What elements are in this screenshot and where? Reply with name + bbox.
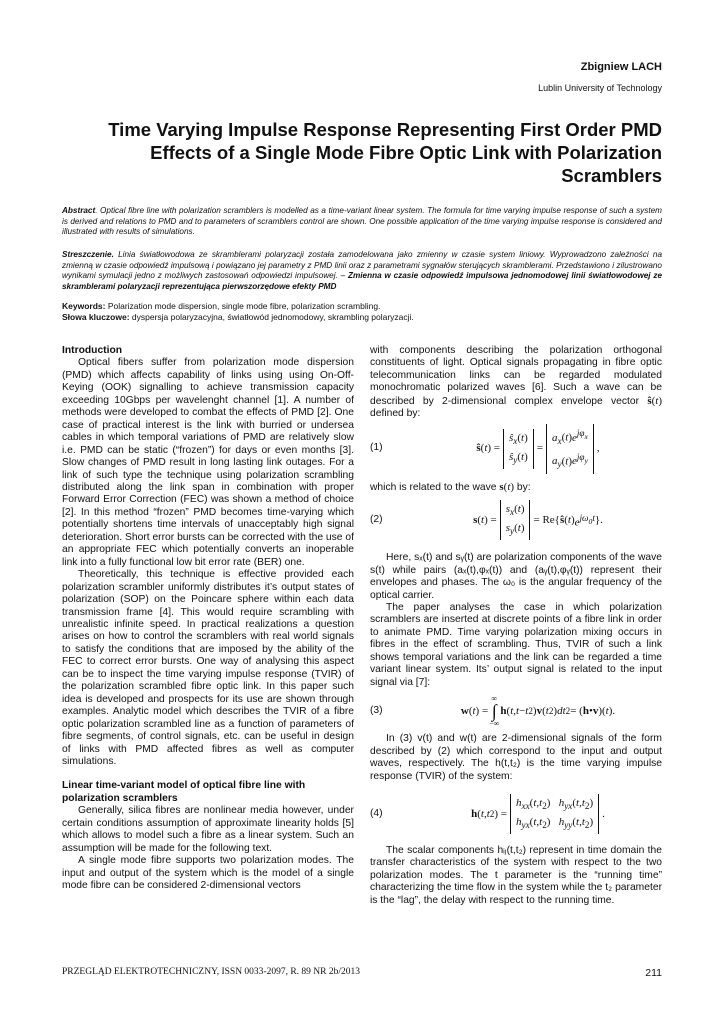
right-paragraph-here: Here, sₓ(t) and sᵧ(t) are polarization components of the wave s(t) while pairs (aₓ(t),φₓ(t)) and (aᵧ(t),φᵧ(t)) represent their envelopes and phases. The ω₀ is the angular frequency of the optical carrier.	[370, 552, 662, 601]
keywords-text: Polarization mode dispersion, single mode fibre, polarization scrambling.	[105, 301, 381, 311]
equation-2: (2) s ( t ) = $s_x(t)$ $s_y(t)$ = Re{ ŝ ( t ) $e^{j\omega_0t}$ }.	[370, 494, 662, 546]
page-footer	[62, 967, 662, 979]
slowa-kluczowe-text: dyspersja polaryzacyjna, światłowód jednomodowy, skrambling polaryzacji.	[129, 312, 414, 322]
right-column	[370, 345, 662, 907]
equation-3-number: (3)	[370, 704, 383, 716]
abstract	[62, 206, 662, 238]
equation-1: (1) ŝ ( t ) = $ŝ_x(t)$ $ŝ_y(t)$ = $a_x(t)e^{j\varphi_x}$ $a_y(t)e^{j\varphi_y}$ ,	[370, 421, 662, 477]
left-column	[62, 345, 354, 892]
streszczenie-text: Linia światłowodowa ze skramblerami polaryzacji została zamodelowana jako zmienny w czasie system liniowy. Wyprowadzono zależności na zmienną w czasie odpowiedź impulsową i powiązano jej parametry z PMD linii oraz z parametrami sygnałów sterujących skramblerami. Przedstawiono i zilustrowano wynikami symulacji jedno z możliwych zastosowań odpowiedzi impulsowej. –	[62, 250, 662, 280]
equation-1-number: (1)	[370, 442, 383, 454]
page-number: 211	[645, 967, 662, 979]
streszczenie-title-pl: Zmienna w czasie odpowiedź impulsowa jednomodowej linii światłowodowej ze skramblerami polaryzacji reprezentująca pierwszorzędowe efekty PMD	[62, 271, 662, 291]
equation-4-number: (4)	[370, 807, 383, 819]
paper-title: Time Varying Impulse Response Representing First Order PMD Effects of a Single Mode Fibre Optic Link with Polarization Scramblers	[108, 119, 662, 186]
equation-2-number: (2)	[370, 513, 383, 525]
abstract-label: Abstract	[62, 206, 96, 215]
author-affiliation: Lublin University of Technology	[538, 83, 662, 93]
section2-paragraph-2: A single mode fibre supports two polarization modes. The input and output of the system which is the model of a single mode fibre can be considered 2-dimensional vectors	[62, 855, 354, 892]
streszczenie	[62, 250, 662, 292]
intro-paragraph-1: Optical fibers suffer from polarization mode dispersion (PMD) which affects capability of links using using On-Off-Keying (OOK) signalling to achieve transmission capacity exceeding 10Gbps per wavelenght channel [1]. A number of methods were developed to combat the effects of PMD [2]. One case of practical interest is the link with burried or undersea cables in which temporal variations of PMD are relatively slow i.e. PMD can be static (“frozen”) for days or even months [3]. Slow changes of PMD result in long lasting link outages. For a link of such type the technique using polarization scrambling distributed along the link span in combination with proper Forward Error Correction (FEC) was shown a method of choice [2]. In this method “frozen” PMD becomes time-varying which potentially shortens time intervals of unacceptably high signal deterioration. Short error bursts can be corrected with the use of an appropriate FEC which potentially converts an inoperable link into a fully functional low bit error rate (BER) one.	[62, 357, 354, 568]
streszczenie-label: Streszczenie.	[62, 250, 114, 259]
abstract-text: . Optical fibre line with polarization scramblers is modelled as a time-variant linear system. The formula for time varying impulse response of such a system is derived and relations to PMD and to parameters of scramblers control are shown. One possible application of the time varying impulse response is considered and illustrated with results of simulations.	[62, 206, 662, 236]
section2-paragraph-1: Generally, silica fibres are nonlinear media however, under certain conditions assumption of approximate linearity holds [5] which allows to model such a fibre as a linear system. Such an assumption will be made for the following text.	[62, 805, 354, 854]
right-paragraph-intro: with components describing the polarization orthogonal constituents of light. Optical signals propagating in fibre optic telecommunication links can be regarded modulated monochromatic polarized waves [6]. Such a wave can be described by 2-dimensional complex envelope vector ŝ(t) defined by:	[370, 345, 662, 420]
slowa-kluczowe-label: Słowa kluczowe:	[62, 312, 130, 322]
right-paragraph-paper: The paper analyses the case in which polarization scramblers are inserted at discrete points of a fibre link in order to animate PMD. Time varying polarization mixing occurs in fibres in the effect of scrambling. Thus, TVIR of such a link shows temporal variations and the link can be regarded a time variant linear system. Its’ output signal is related to the input signal via [7]:	[370, 601, 662, 688]
right-paragraph-in3: In (3) v(t) and w(t) are 2-dimensional signals of the form described by (2) which correspond to the input and output waves, respectively. The h(t,t₂) is the time varying impulse response (TVIR) of the system:	[370, 733, 662, 782]
equation-4: (4) h ( t , t 2 ) = $h_{xx}(t,t_2)$ $h_{yx}(t,t_2)$ $h_{yx}(t,t_2)$ $h_{yy}(t,t_2)$ .	[370, 783, 662, 845]
slowa-kluczowe	[62, 312, 662, 323]
inline-s-hat-t: ŝ(t)	[647, 394, 662, 407]
intro-heading: Introduction	[62, 345, 123, 356]
intro-paragraph-2: Theoretically, this technique is effective provided each polarization scrambler uniformly distributes it’s output states of polarization (SOP) on the Poincare sphere within each data transmission frame [4]. This would require scrambling with unrealistic infinite speed. In practical realizations a question arises on how to control the scramblers with real world signals to satisfy the conditions that are imposed by the ability of the FEC to correct error bursts. One way of analysing this aspect can be to inspect the time varying impulse response (TVIR) of the polarization scrambled fibre optic link. In this paper such idea is developed and prospects for its use are shown through examples. Analytic model which describes the TVIR of a fibre optic polarization scrambled line as a function of parameters of fibre segments, of control signals, etc. can be useful in design of links with PMD affected fibres as well as computer simulations.	[62, 569, 354, 767]
right-paragraph-scalar: The scalar components hᵢⱼ(t,t₂) represent in time domain the transfer characteristics of the system with respect to the two polarization modes. The t parameter is the “running time” characterizing the time flow in the system while the t₂ parameter is the “lag”, the delay with respect to the running time.	[370, 844, 662, 906]
footer-journal: PRZEGLĄD ELEKTROTECHNICZNY, ISSN 0033-2097, R. 89 NR 2b/2013	[62, 967, 361, 977]
keywords	[62, 301, 662, 312]
author-name: Zbigniew LACH	[580, 61, 662, 73]
eq2-lead-text: which is related to the wave s(t) by:	[370, 480, 531, 493]
equation-3: (3) w ( t ) = ∞ ∫ −∞ h ( t , t − t 2 ) v ( t 2 ) dt 2 = ( h • v )( t ).	[370, 694, 616, 729]
keywords-label: Keywords:	[62, 301, 106, 311]
section2-heading: Linear time-variant model of optical fibre line with polarization scramblers	[62, 780, 306, 804]
